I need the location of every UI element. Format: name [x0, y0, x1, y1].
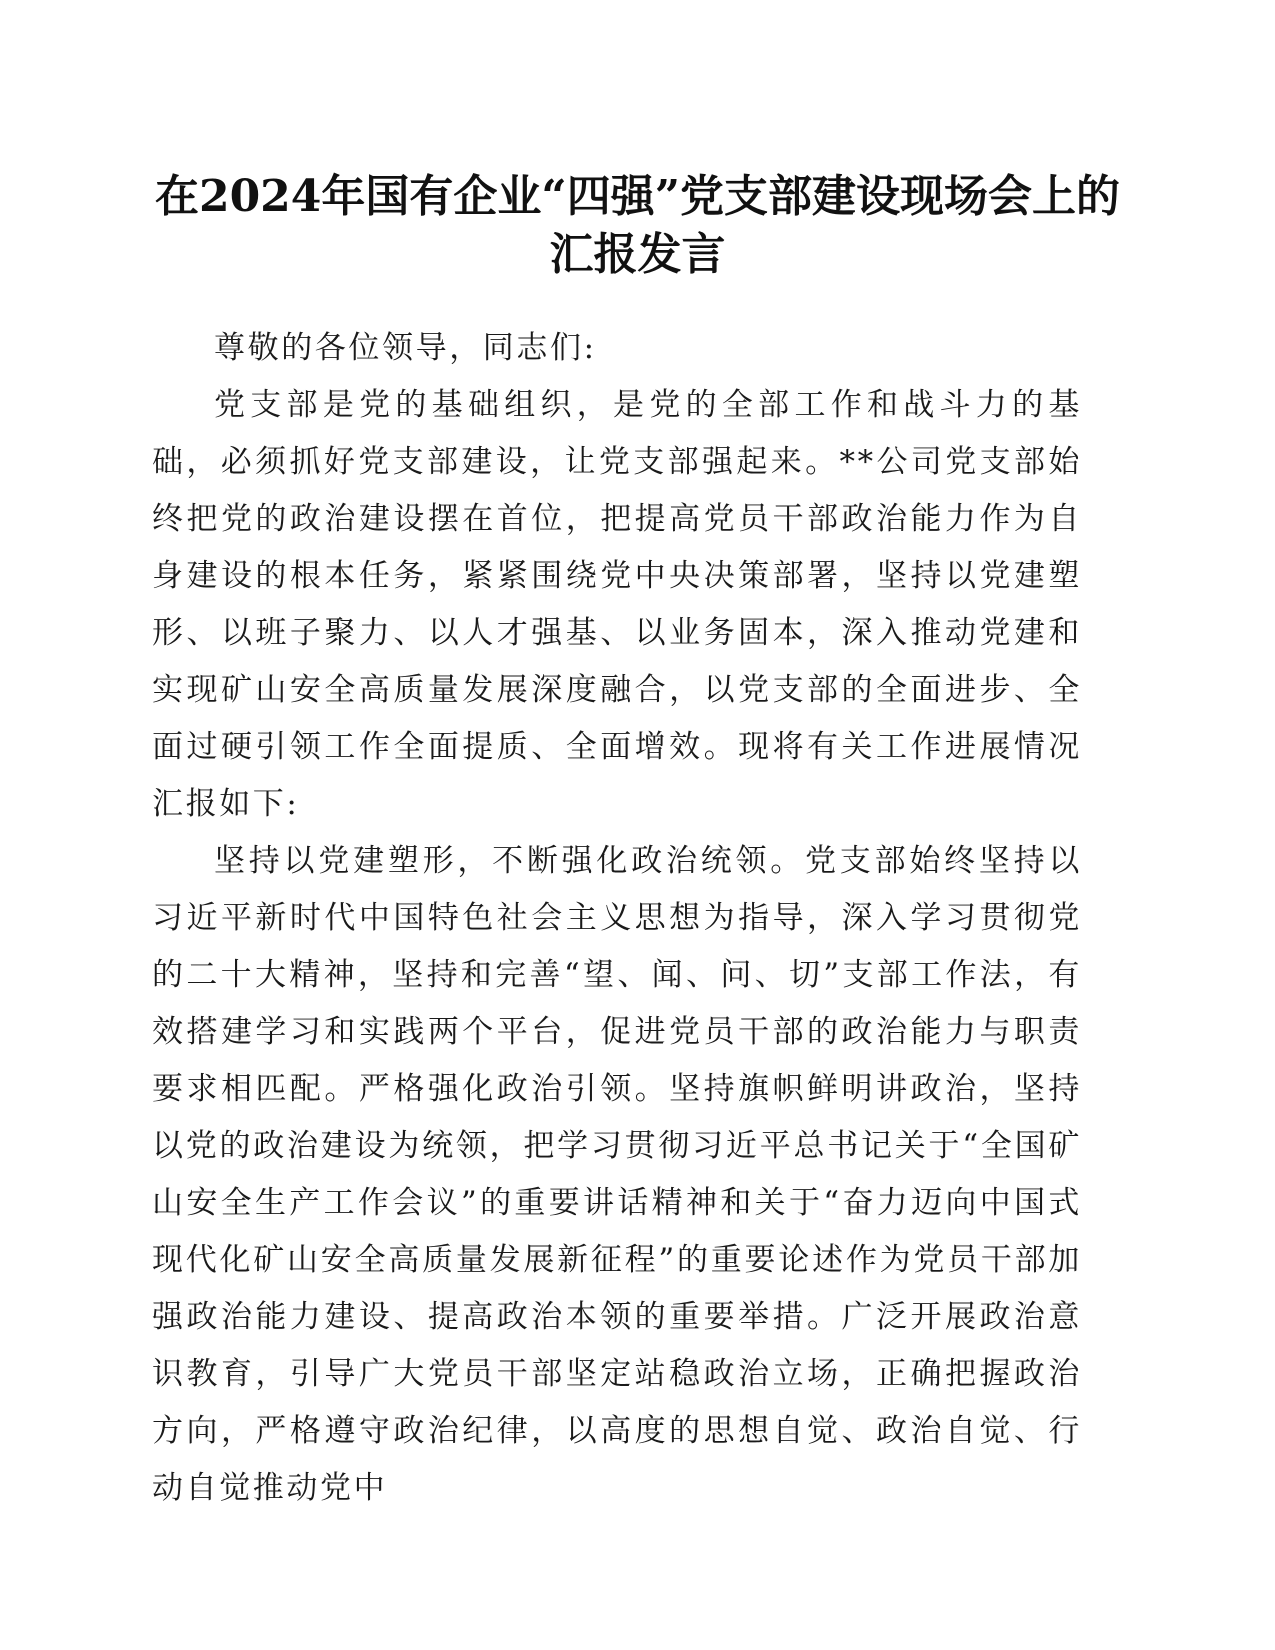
body-paragraph: 坚持以党建塑形，不断强化政治统领。党支部始终坚持以习近平新时代中国特色社会主义思想为指导，深入学习贯彻党的二十大精神，坚持和完善“望、闻、问、切”支部工作法，有效搭建学习和实践两个平台，促进党员干部的政治能力与职责要求相匹配。严格强化政治引领。坚持旗帜鲜明讲政治，坚持以党的政治建设为统领，把学习贯彻习近平总书记关于“全国矿山安全生产工作会议”的重要讲话精神和关于“奋力迈向中国式现代化矿山安全高质量发展新征程”的重要论述作为党员干部加强政治能力建设、提高政治本领的重要举措。广泛开展政治意识教育，引导广大党员干部坚定站稳政治立场，正确把握政治方向，严格遵守政治纪律，以高度的思想自觉、政治自觉、行动自觉推动党中: [152, 843, 1082, 1506]
body-paragraph: 党支部是党的基础组织，是党的全部工作和战斗力的基础，必须抓好党支部建设，让党支部强起来。**公司党支部始终把党的政治建设摆在首位，把提高党员干部政治能力作为自身建设的根本任务，紧紧围绕党中央决策部署，坚持以党建塑形、以班子聚力、以人才强基、以业务固本，深入推动党建和实现矿山安全高质量发展深度融合，以党支部的全面进步、全面过硬引领工作全面提质、全面增效。现将有关工作进展情况汇报如下:: [152, 387, 1082, 822]
document-title: 在2024年国有企业“四强”党支部建设现场会上的汇报发言: [154, 171, 1121, 280]
document-body: [152, 320, 1082, 1517]
greeting-line: 尊敬的各位领导，同志们:: [214, 330, 597, 366]
